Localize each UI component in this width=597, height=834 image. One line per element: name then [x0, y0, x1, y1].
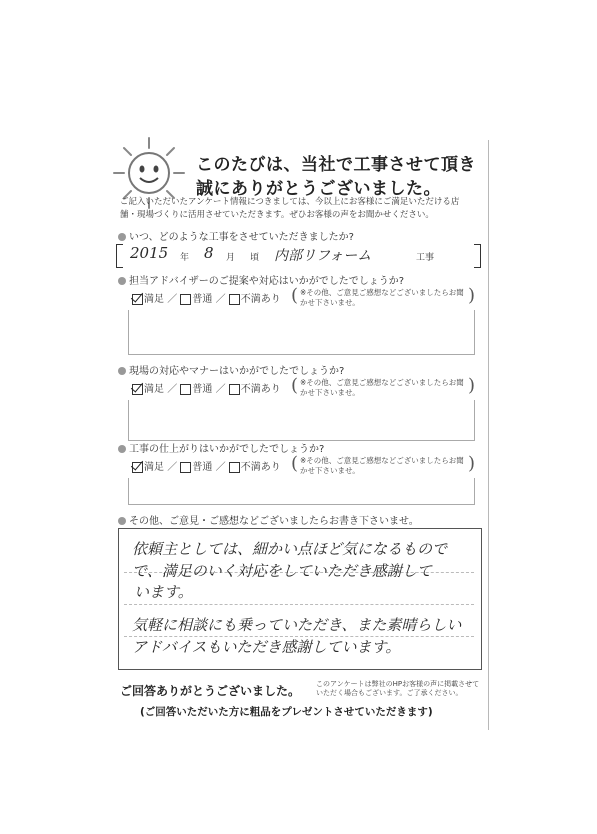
bullet-icon	[118, 445, 126, 453]
date-work-row	[116, 244, 481, 266]
choice-satisfied-label: 満足	[144, 294, 164, 305]
checkbox-unsatisfied-q2[interactable]	[229, 294, 240, 305]
question-4-label: 工事の仕上がりはいかがでしたでしょうか?	[129, 444, 325, 455]
year-unit: 年	[180, 253, 190, 263]
question-2-label: 担当アドバイザーのご提案や対応はいかがでしたでしょうか?	[129, 276, 405, 287]
title-line-1: このたびは、当社で工事させて頂き	[196, 155, 476, 175]
choice-satisfied-label: 満足	[144, 462, 164, 473]
checkbox-satisfied-q2[interactable]	[132, 294, 143, 305]
year-value: 2015	[130, 244, 169, 262]
choices-q3	[132, 380, 281, 395]
checkbox-satisfied-q4[interactable]	[132, 462, 143, 473]
checkbox-unsatisfied-q3[interactable]	[229, 384, 240, 395]
note-q2: ※その他、ご意見ご感想などございましたらお聞かせ下さいませ。	[300, 288, 464, 307]
bullet-icon	[118, 517, 126, 525]
period-label: 頃	[250, 253, 260, 263]
month-unit: 月	[226, 253, 236, 263]
separator: ／	[215, 384, 226, 395]
question-2	[118, 272, 404, 287]
present-note: (ご回答いただいた方に粗品をプレゼントさせていただきます)	[140, 706, 433, 718]
choice-unsatisfied-label: 不満あり	[240, 462, 281, 473]
thanks-text: ご回答ありがとうございました。	[120, 684, 301, 698]
page-edge-line	[488, 140, 489, 730]
question-5-label: その他、ご意見・ご感想などございましたらお書き下さいませ。	[129, 516, 419, 527]
paren-close: )	[468, 375, 476, 396]
choices-q2	[132, 290, 281, 305]
month-value: 8	[204, 244, 214, 262]
paren-open: (	[291, 453, 299, 474]
choice-unsatisfied-label: 不満あり	[240, 384, 281, 395]
answer-area-q4[interactable]	[128, 478, 475, 505]
comment-line-2: で、満足のいく対応をしていただき感謝して	[132, 562, 432, 580]
comment-line-5: アドバイスもいただき感謝しています。	[132, 638, 401, 656]
bullet-icon	[118, 277, 126, 285]
separator: ／	[167, 462, 178, 473]
bullet-icon	[118, 367, 126, 375]
question-3	[118, 362, 344, 377]
choice-normal-label: 普通	[192, 294, 213, 305]
paren-open: (	[291, 285, 299, 306]
choice-unsatisfied-label: 不満あり	[240, 294, 281, 305]
checkbox-satisfied-q3[interactable]	[132, 384, 143, 395]
separator: ／	[167, 294, 178, 305]
work-unit: 工事	[416, 253, 435, 263]
checkbox-normal-q4[interactable]	[180, 462, 191, 473]
bracket-right	[474, 244, 481, 268]
choices-q4	[132, 458, 281, 473]
bullet-icon	[118, 233, 126, 241]
choice-normal-label: 普通	[192, 384, 213, 395]
question-5	[118, 512, 419, 527]
note-q4: ※その他、ご意見ご感想などございましたらお聞かせ下さいませ。	[300, 456, 464, 475]
choice-satisfied-label: 満足	[144, 384, 164, 395]
question-1	[118, 228, 354, 243]
note-q3: ※その他、ご意見ご感想などございましたらお聞かせ下さいませ。	[300, 378, 464, 397]
question-3-label: 現場の対応やマナーはいかがでしたでしょうか?	[129, 366, 345, 377]
separator: ／	[167, 384, 178, 395]
thanks-note: このアンケートは弊社のHPお客様の声に掲載させていただく場合もございます。ご了承ください。	[316, 680, 480, 697]
answer-area-q3[interactable]	[128, 400, 475, 441]
checkbox-normal-q2[interactable]	[180, 294, 191, 305]
question-1-label: いつ、どのような工事をさせていただきましたか?	[129, 232, 354, 243]
choice-normal-label: 普通	[192, 462, 213, 473]
ruled-line	[124, 604, 474, 605]
paren-open: (	[291, 375, 299, 396]
intro-text: ご記入いただいたアンケート情報につきましては、今以上にお客様にご満足いただける店舗・現場づくりに活用させていただきます。ぜひお客様の声をお聞かせください。	[120, 197, 460, 220]
comment-line-4: 気軽に相談にも乗っていただき、また素晴らしい	[132, 616, 462, 634]
title-line-2: 誠にありがとうございました。	[196, 179, 441, 199]
separator: ／	[215, 294, 226, 305]
answer-area-q2[interactable]	[128, 310, 475, 355]
checkbox-normal-q3[interactable]	[180, 384, 191, 395]
bracket-left	[116, 244, 123, 268]
comment-line-3: います。	[134, 583, 193, 601]
comment-line-1: 依頼主としては、細かい点ほど気になるもので	[132, 540, 448, 558]
checkbox-unsatisfied-q4[interactable]	[229, 462, 240, 473]
separator: ／	[215, 462, 226, 473]
paren-close: )	[468, 453, 476, 474]
paren-close: )	[468, 285, 476, 306]
work-value: 内部リフォーム	[274, 248, 372, 264]
